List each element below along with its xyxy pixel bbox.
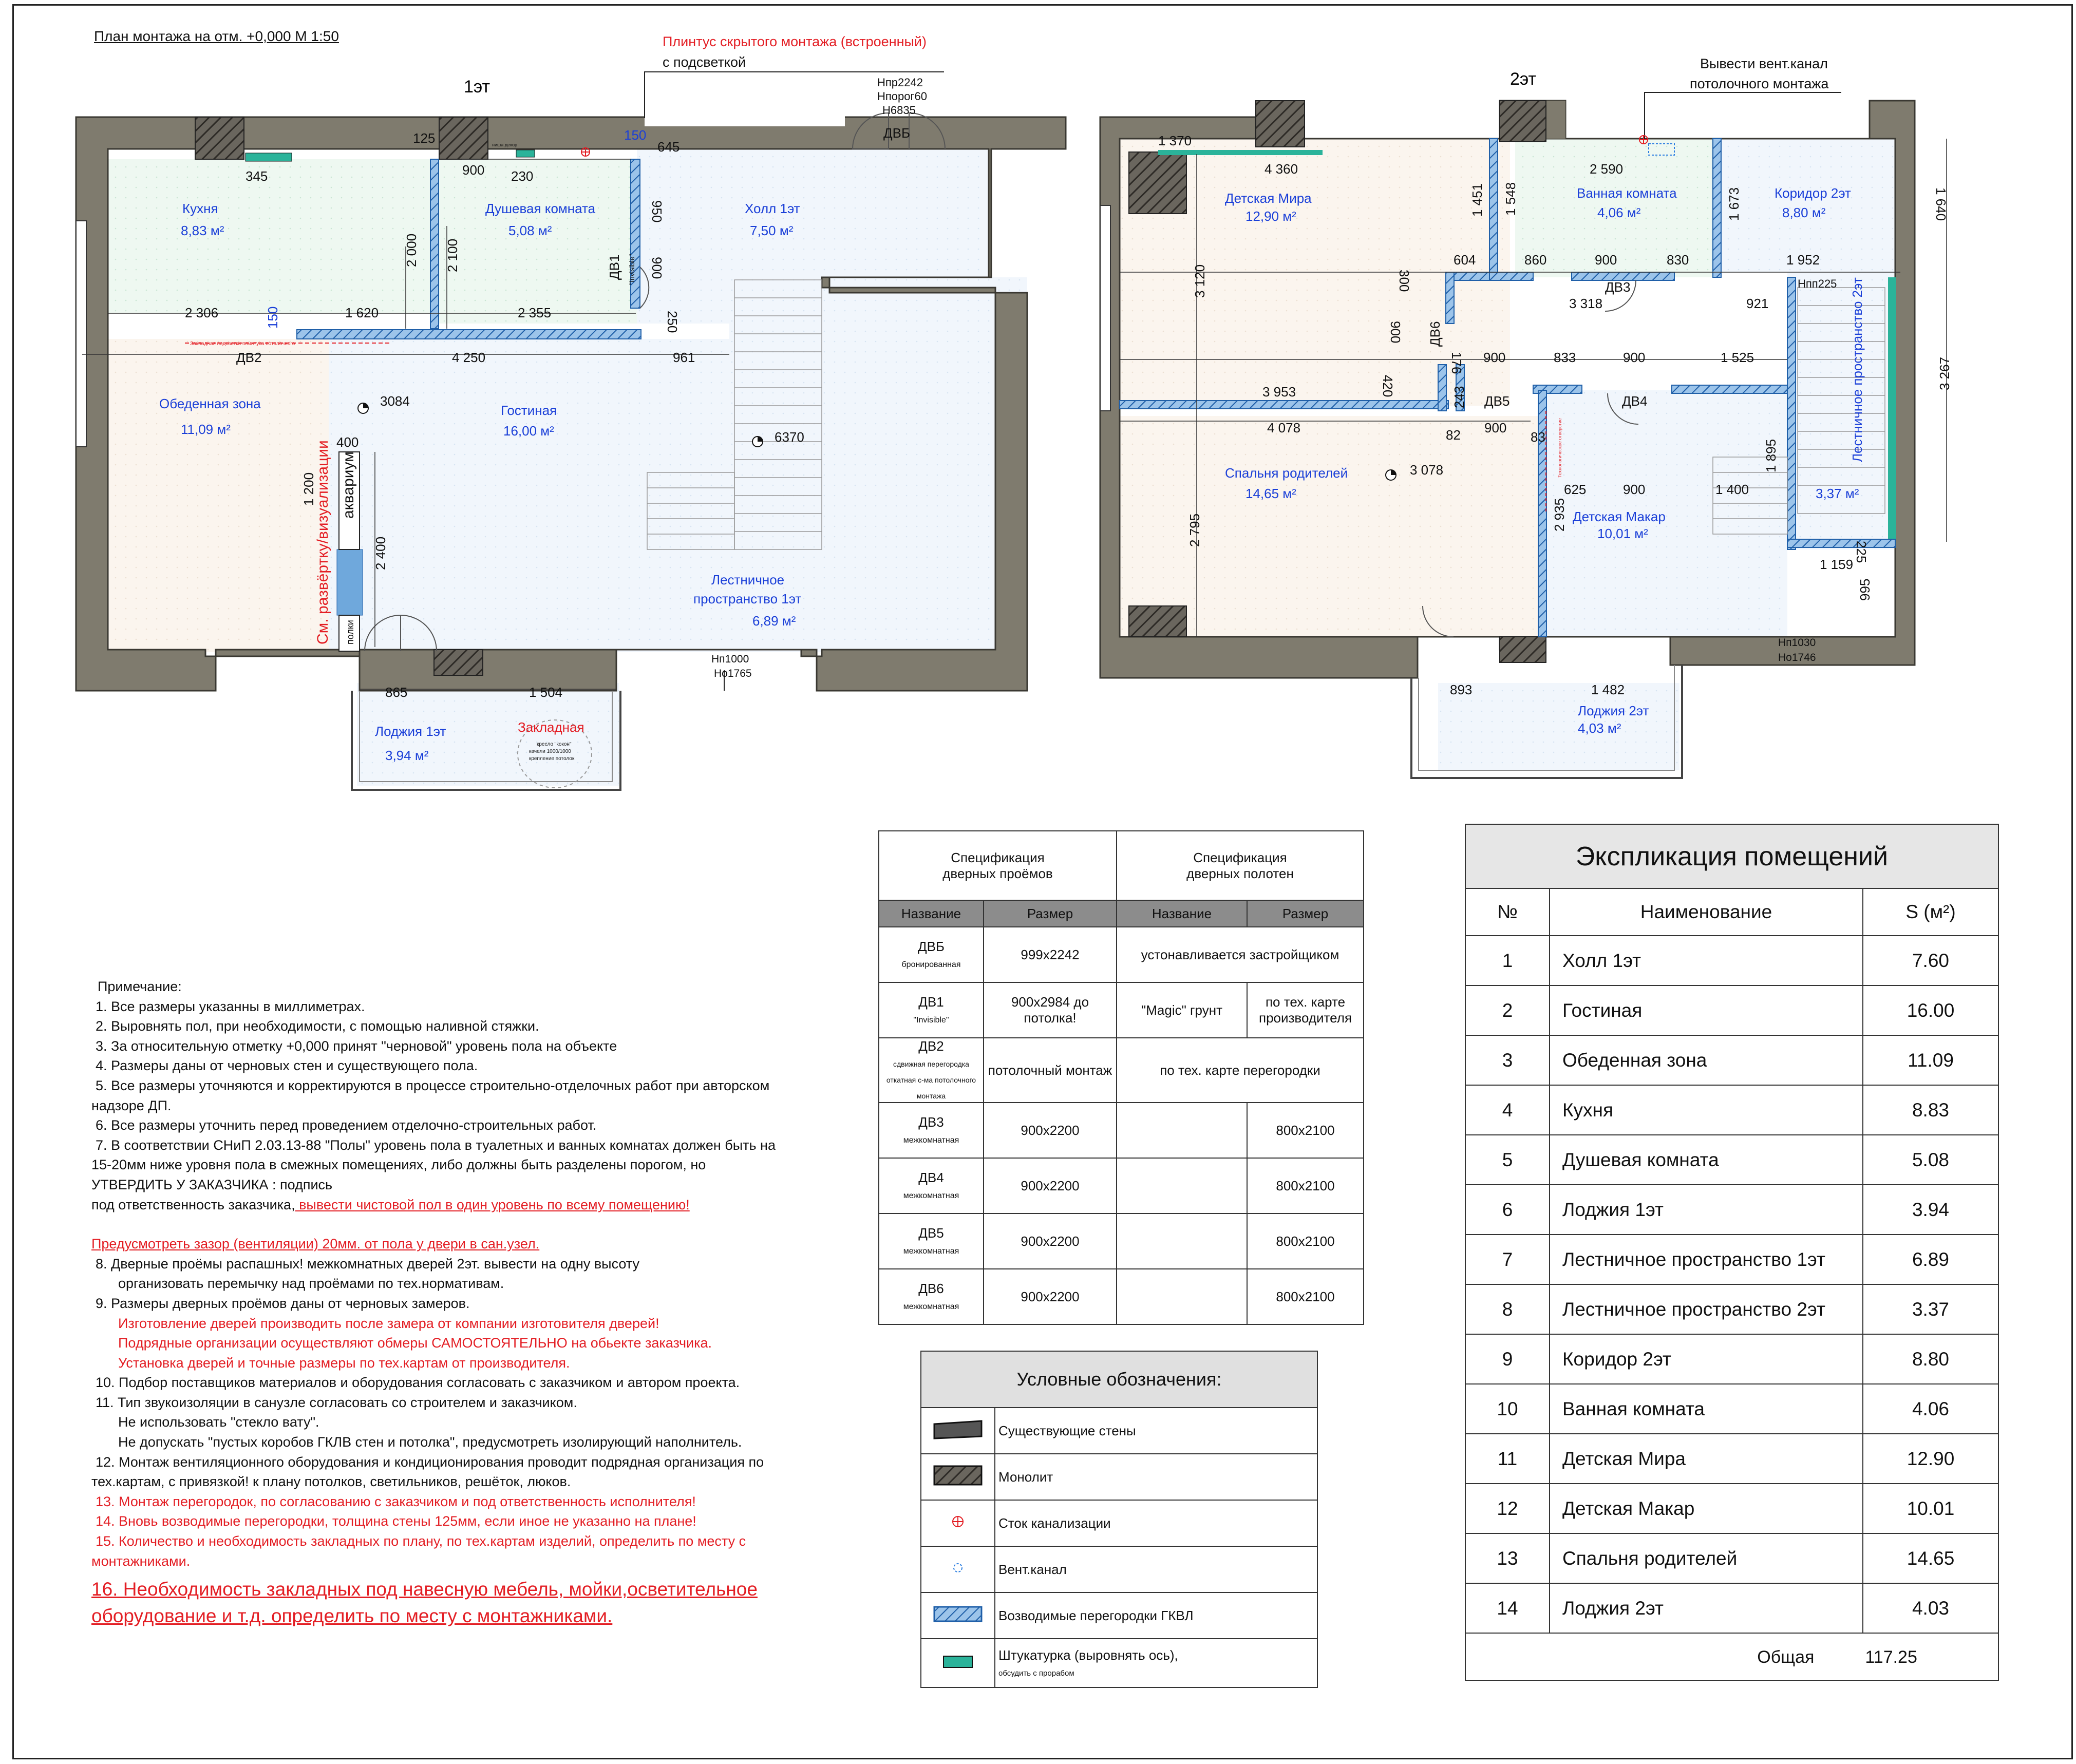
svg-text:14,65 м²: 14,65 м² [1245, 486, 1296, 501]
room-name: Детская Макар [1550, 1484, 1863, 1533]
entry-door-param: Hпр2242 [877, 76, 923, 89]
svg-text:Детская Макар: Детская Макар [1573, 509, 1666, 524]
svg-text:2 000: 2 000 [404, 233, 419, 267]
table-row [1465, 1384, 1998, 1434]
shower-zone [437, 159, 637, 324]
svg-text:Душевая комната: Душевая комната [485, 201, 596, 216]
row-number: 14 [1465, 1583, 1550, 1633]
loggia2-zone [1438, 683, 1679, 770]
table-row: ДВ4 межкомнатная 900x2200 800x2100 [879, 1158, 1364, 1213]
aquarium-label: аквариум [340, 451, 357, 519]
plaster-icon [932, 1650, 984, 1673]
svg-text:1 200: 1 200 [301, 472, 316, 506]
entry-door-name: ДВБ [883, 125, 911, 141]
table-row: ДВ3 межкомнатная 900x2200 800x2100 [879, 1103, 1364, 1158]
svg-text:2 100: 2 100 [445, 238, 460, 272]
room-area: 12.90 [1863, 1434, 1998, 1484]
room-area: 5.08 [1863, 1135, 1998, 1185]
room-area: 7.60 [1863, 936, 1998, 985]
row-number: 4 [1465, 1085, 1550, 1135]
svg-text:Лоджия 2эт: Лоджия 2эт [1578, 703, 1649, 718]
svg-text:3 953: 3 953 [1262, 384, 1296, 400]
note-line: 14. Вновь возводимые перегородки, толщина стены 125мм, если иное не указанно на плане! [96, 1513, 696, 1529]
table-row [1465, 1135, 1998, 1185]
partition-gkvl [631, 159, 640, 308]
floor2-window-left [1100, 205, 1110, 411]
svg-text:900: 900 [462, 162, 485, 178]
svg-text:1 400: 1 400 [1715, 482, 1749, 497]
room-area: 3.94 [1863, 1185, 1998, 1235]
room-area: 4.03 [1863, 1583, 1998, 1633]
svg-text:кресло "кокон": кресло "кокон" [537, 742, 572, 747]
table-row [1465, 1284, 1998, 1334]
row-number: 6 [1465, 1185, 1550, 1235]
svg-text:921: 921 [1746, 296, 1769, 311]
svg-text:865: 865 [385, 685, 408, 700]
sheet-title: План монтажа на отм. +0,000 М 1:50 [94, 28, 339, 44]
svg-text:82: 82 [1446, 427, 1461, 443]
svg-text:Hо1765: Hо1765 [714, 668, 752, 679]
row-number: 8 [1465, 1284, 1550, 1334]
note-line: УТВЕРДИТЬ У ЗАКАЗЧИКА : подпись [91, 1177, 333, 1192]
table-row: ДВ6 межкомнатная 900x2200 800x2100 [879, 1269, 1364, 1324]
svg-text:900: 900 [1484, 420, 1507, 435]
svg-text:2 795: 2 795 [1187, 513, 1202, 547]
svg-text:4 078: 4 078 [1267, 420, 1301, 435]
room-area: 4.06 [1863, 1384, 1998, 1434]
table-row [1465, 1235, 1998, 1284]
note-line: 9. Размеры дверных проёмов даны от черновых замеров. [96, 1295, 470, 1311]
svg-text:Закладная подсветки плинтуса п: Закладная подсветки плинтуса потолочного [190, 341, 295, 347]
row-number: 2 [1465, 985, 1550, 1035]
table-row [1465, 1583, 1998, 1633]
room-name: Коридор 2эт [1550, 1334, 1863, 1384]
svg-text:6370: 6370 [775, 429, 804, 445]
svg-text:Технологическое отверстие: Технологическое отверстие [1557, 418, 1562, 478]
room-area: 16.00 [1863, 985, 1998, 1035]
svg-text:950: 950 [649, 200, 665, 223]
row-number: 13 [1465, 1533, 1550, 1583]
note-line: Не допускать "пустых коробов ГКЛВ стен и потолка", предусмотреть изолирующий наполнитель. [118, 1434, 742, 1450]
svg-text:625: 625 [1564, 482, 1587, 497]
monolith-block [439, 117, 488, 159]
svg-text:1 895: 1 895 [1763, 439, 1779, 472]
svg-text:250: 250 [665, 311, 680, 333]
plaster-strip [516, 150, 535, 157]
row-number: 7 [1465, 1235, 1550, 1284]
partition-gkvl [297, 330, 641, 339]
elevation-mark-icon [752, 437, 763, 447]
svg-text:995: 995 [1857, 578, 1873, 601]
svg-text:4 360: 4 360 [1265, 161, 1298, 177]
room-name: Лестничное пространство 2эт [1550, 1284, 1863, 1334]
svg-text:420: 420 [1380, 375, 1395, 397]
svg-text:900: 900 [649, 257, 665, 279]
table-row [1465, 1085, 1998, 1135]
svg-text:ДВ6: ДВ6 [1427, 321, 1443, 347]
room-name: Холл 1эт [1550, 936, 1863, 985]
note-line: 8. Дверные проёмы распашных! межкомнатных дверей 2эт. вывести на одну высоту [96, 1256, 639, 1272]
room-name: Спальня родителей [1550, 1533, 1863, 1583]
svg-text:230: 230 [511, 168, 534, 184]
svg-text:1 620: 1 620 [345, 305, 379, 320]
svg-text:7,50 м²: 7,50 м² [750, 223, 794, 238]
svg-text:83: 83 [1531, 429, 1545, 445]
notes-block [91, 977, 841, 1629]
svg-text:Hпп225: Hпп225 [1798, 277, 1837, 290]
gkvl-partition-icon [932, 1603, 984, 1625]
svg-text:3,94 м²: 3,94 м² [385, 748, 429, 763]
svg-text:900: 900 [1483, 350, 1506, 365]
svg-text:150: 150 [265, 306, 280, 329]
row-number: 5 [1465, 1135, 1550, 1185]
floor2-plan [1100, 56, 1952, 778]
svg-text:2 400: 2 400 [373, 536, 388, 570]
sewage-drain-icon [950, 1514, 966, 1529]
row-number: 1 [1465, 936, 1550, 985]
note-line: Изготовление дверей производить после замера от компании изготовителя дверей! [118, 1315, 659, 1331]
note-line: 2. Выровнять пол, при необходимости, с помощью наливной стяжки. [96, 1018, 539, 1034]
note-line: 13. Монтаж перегородок, по согласованию с заказчиком и под ответственность исполнителя! [96, 1493, 696, 1509]
svg-text:1 504: 1 504 [529, 685, 563, 700]
svg-text:300: 300 [1396, 270, 1412, 292]
floor2-callout-line1: Вывести вент.канал [1700, 56, 1828, 71]
svg-text:11,09 м²: 11,09 м² [181, 422, 231, 437]
room-name: Лоджия 2эт [1550, 1583, 1863, 1633]
door-dv2-label: ДВ2 [236, 350, 262, 365]
note-line: под ответственность заказчика, вывести чистовой пол в один уровень по всему помещению! [91, 1197, 690, 1212]
door-spec-table: Спецификация дверных проёмов Спецификация дверных полотен Название Размер Название Размер ДВБ бронированная 999x2242 устонавливается застройщиком ДВ1 "Invisible" 900x2984 до потолка! "Magic" грунт по тех. карте производителя ДВ2 сдвижная перегородка откатная с-ма потолочного монтажа потолочный монтаж по тех. карте перегородки ДВ3 межкомнатная 900x2200 800x2100 ДВ4 межкомнатная 900x2200 800x2100 ДВ5 межкомнатная 900x2200 800x2100 ДВ6 межкомнатная 900x2200 800x2100 [878, 830, 1364, 1325]
svg-text:8,80 м²: 8,80 м² [1782, 205, 1826, 220]
svg-text:крепление потолок: крепление потолок [529, 756, 575, 762]
svg-text:860: 860 [1524, 252, 1547, 268]
svg-text:3 267: 3 267 [1937, 356, 1952, 390]
svg-text:Коридор 2эт: Коридор 2эт [1775, 185, 1851, 201]
svg-text:Ванная комната: Ванная комната [1577, 185, 1677, 201]
living-zone [329, 339, 729, 652]
row-number: 11 [1465, 1434, 1550, 1484]
svg-text:2 306: 2 306 [185, 305, 219, 320]
note-line: 15-20мм ниже уровня пола в смежных помещениях, либо должны быть разделены порогом, но [91, 1157, 706, 1173]
monolith-block [434, 650, 483, 675]
svg-text:176: 176 [1449, 352, 1464, 374]
parents-zone [1120, 416, 1541, 637]
svg-text:1 370: 1 370 [1158, 133, 1192, 148]
svg-text:900: 900 [1623, 482, 1646, 497]
svg-text:Детская Мира: Детская Мира [1225, 191, 1312, 206]
svg-text:400: 400 [336, 434, 359, 450]
svg-text:1 673: 1 673 [1726, 187, 1742, 221]
table-row: ДВ2 сдвижная перегородка откатная с-ма потолочного монтажа потолочный монтаж по тех. карте перегородки [879, 1038, 1364, 1103]
note-line: 7. В соответствии СНиП 2.03.13-88 "Полы" уровень пола в туалетных и ванных комнатах должен быть на [96, 1137, 776, 1153]
svg-text:2 935: 2 935 [1552, 498, 1567, 532]
note-line: 11. Тип звукоизоляции в санузле согласовать со строителем и заказчиком. [96, 1394, 577, 1410]
room-name: Ванная комната [1550, 1384, 1863, 1434]
table-row [1465, 1334, 1998, 1384]
svg-text:пространство 1эт: пространство 1эт [693, 591, 802, 606]
svg-text:1 159: 1 159 [1820, 557, 1854, 572]
plaster-strip [1158, 150, 1323, 155]
notes-title: Примечание: [98, 979, 182, 994]
svg-text:Спальня родителей: Спальня родителей [1225, 465, 1348, 481]
shelves-label: полки [345, 620, 355, 644]
elevation-mark-icon [1386, 470, 1396, 480]
note-line: 3. За относительную отметку +0,000 принят "черновой" уровень пола на объекте [96, 1038, 617, 1054]
legend-table: Условные обозначения: Существующие стены Монолит Сток канализации Вент.канал Возводимые перегородки ГКВЛ Штукатурка (выровнять ось), обсудить с прорабом [920, 1351, 1318, 1688]
floor-plans-drawing [0, 0, 2076, 822]
svg-text:16,00 м²: 16,00 м² [503, 423, 554, 439]
elevation-mark-icon [358, 403, 368, 413]
table-row [1465, 1434, 1998, 1484]
partition-gkvl [430, 159, 439, 329]
svg-text:4,06 м²: 4,06 м² [1597, 205, 1641, 220]
table-row: ДВ1 "Invisible" 900x2984 до потолка! "Magic" грунт по тех. карте производителя [879, 982, 1364, 1038]
door-dv4-label: ДВ4 [1622, 393, 1648, 409]
table-row [1465, 1185, 1998, 1235]
svg-text:150: 150 [624, 127, 647, 143]
room-name: Лоджия 1эт [1550, 1185, 1863, 1235]
note-line: надзоре ДП. [91, 1097, 172, 1113]
svg-text:Обеденная зона: Обеденная зона [159, 396, 261, 411]
explication-title: Экспликация помещений [1465, 824, 1998, 888]
plaster-strip [1888, 277, 1896, 544]
room-name: Душевая комната [1550, 1135, 1863, 1185]
table-row [1465, 936, 1998, 985]
note-line: 15. Количество и необходимость закладных по плану, по тех.картам изделий, определить по месту с [96, 1533, 746, 1549]
svg-text:ниша декор: ниша декор [492, 142, 518, 147]
svg-text:1 482: 1 482 [1591, 682, 1625, 697]
room-area: 6.89 [1863, 1235, 1998, 1284]
notes-emphasis-2: оборудование и т.д. определить по месту с монтажниками. [91, 1605, 613, 1627]
svg-text:1 451: 1 451 [1469, 183, 1485, 217]
svg-text:961: 961 [673, 350, 695, 365]
floor1-entry-gap [645, 108, 845, 126]
svg-text:3 120: 3 120 [1192, 264, 1207, 298]
table-row [1465, 1484, 1998, 1533]
svg-text:8,83 м²: 8,83 м² [181, 223, 224, 238]
svg-text:2 355: 2 355 [518, 305, 552, 320]
svg-text:Hп1030: Hп1030 [1778, 637, 1816, 649]
existing-wall-icon [932, 1418, 984, 1440]
svg-text:1 640: 1 640 [1933, 187, 1949, 221]
svg-text:345: 345 [246, 168, 268, 184]
table-row: ДВ5 межкомнатная 900x2200 800x2100 [879, 1213, 1364, 1269]
note-line: монтажниками. [91, 1553, 191, 1569]
explication-table: Экспликация помещений № Наименование S (м²) 1 Холл 1эт 7.60 2 Гостиная 16.00 3 Обеденная зона 11.09 4 Кухня 8.83 5 Душевая комната 5.08 6 Лоджия 1эт 3.94 7 Лестничное пространство 1эт 6.89 8 Лестничное пространство 2эт 3.37 9 Коридор 2эт 8.80 10 Ванная комната 4.06 11 Детская Мира 12.90 12 Детская Макар 10.01 13 Спальня родителей 14.65 14 Лоджия 2эт 4.03 Общая 117.25 [1465, 824, 1999, 1681]
note-line: Установка дверей и точные размеры по тех.картам от производителя. [118, 1355, 570, 1371]
svg-text:H6835: H6835 [882, 104, 916, 117]
floor1-plan [76, 34, 1066, 790]
svg-text:Лестничное пространство 2эт: Лестничное пространство 2эт [1849, 277, 1865, 462]
note-line: Не использовать "стекло вату". [118, 1414, 319, 1430]
see-visualization-note: См. развёртку/визуализации [314, 440, 331, 644]
room-name: Гостиная [1550, 985, 1863, 1035]
room-area: 8.83 [1863, 1085, 1998, 1135]
monolith-block [1500, 637, 1546, 662]
room-area: 10.01 [1863, 1484, 1998, 1533]
monolith-block [195, 117, 244, 159]
svg-text:качели 1000/1000: качели 1000/1000 [529, 749, 571, 754]
note-line: 6. Все размеры уточнить перед проведением отделочно-строительных работ. [96, 1117, 597, 1133]
svg-text:Hо1746: Hо1746 [1778, 652, 1816, 663]
monolith-block [1256, 101, 1305, 147]
monolith-block [1500, 101, 1546, 142]
svg-text:Лестничное: Лестничное [711, 572, 785, 587]
room-area: 11.09 [1863, 1035, 1998, 1085]
shaft-block [1129, 152, 1186, 214]
svg-text:900: 900 [1595, 252, 1617, 268]
svg-text:125: 125 [413, 130, 436, 146]
floor1-label: 1эт [464, 77, 490, 97]
svg-text:Лоджия 1эт: Лоджия 1эт [375, 724, 446, 739]
door-dv3-label: ДВ3 [1605, 279, 1631, 295]
plaster-strip [246, 153, 292, 161]
door-dv5-label: ДВ5 [1484, 393, 1510, 409]
svg-text:Гостиная: Гостиная [501, 403, 557, 418]
table-row [1465, 1533, 1998, 1583]
svg-text:893: 893 [1450, 682, 1473, 697]
svg-text:4 250: 4 250 [452, 350, 486, 365]
floor2-label: 2эт [1510, 69, 1537, 89]
room-area: 8.80 [1863, 1334, 1998, 1384]
floor1-callout-line2: с подсветкой [663, 54, 746, 70]
room-name: Детская Мира [1550, 1434, 1863, 1484]
notes-emphasis-1: 16. Необходимость закладных под навесную мебель, мойки,осветительное [91, 1579, 758, 1600]
dining-zone [82, 339, 329, 652]
note-line: Предусмотреть зазор (вентиляции) 20мм. от пола у двери в сан.узел. [91, 1236, 540, 1252]
embedded-mount-label: Закладная [518, 719, 584, 735]
monolith-icon [932, 1464, 984, 1487]
row-number: 12 [1465, 1484, 1550, 1533]
svg-text:"Invisible": "Invisible" [628, 254, 636, 285]
svg-text:1 952: 1 952 [1786, 252, 1820, 268]
note-line: 10. Подбор поставщиков материалов и оборудования согласовать с заказчиком и автором проекта. [96, 1375, 740, 1391]
note-line: тех.картам, с привязкой! к плану потолков, светильников, решёток, люков. [91, 1474, 571, 1490]
row-number: 10 [1465, 1384, 1550, 1434]
room-area: 3.37 [1863, 1284, 1998, 1334]
row-number: 9 [1465, 1334, 1550, 1384]
note-line: 1. Все размеры указанны в миллиметрах. [96, 998, 365, 1014]
floor1-callout-line1: Плинтус скрытого монтажа (встроенный) [663, 34, 927, 49]
svg-text:645: 645 [657, 139, 680, 155]
svg-text:10,01 м²: 10,01 м² [1597, 526, 1648, 541]
svg-text:3084: 3084 [380, 393, 410, 409]
svg-text:Кухня: Кухня [182, 201, 218, 216]
note-line: Подрядные организации осуществляют обмеры САМОСТОЯТЕЛЬНО на обьекте заказчика. [118, 1335, 712, 1351]
svg-text:830: 830 [1667, 252, 1689, 268]
row-number: 3 [1465, 1035, 1550, 1085]
svg-text:4,03 м²: 4,03 м² [1578, 720, 1621, 736]
svg-text:833: 833 [1554, 350, 1576, 365]
kitchen-zone [108, 159, 437, 313]
room-area: 14.65 [1863, 1533, 1998, 1583]
ceiling-height-label: Hп1000 [711, 653, 749, 665]
svg-text:6,89 м²: 6,89 м² [752, 613, 796, 629]
table-row: ДВБ бронированная 999x2242 устонавливается застройщиком [879, 927, 1364, 982]
aquarium-glass [337, 549, 363, 615]
shaft-block [1129, 606, 1186, 637]
svg-text:12,90 м²: 12,90 м² [1245, 208, 1296, 224]
svg-text:604: 604 [1454, 252, 1476, 268]
floor1-window-left [76, 221, 86, 447]
note-line: 12. Монтаж вентиляционного оборудования и кондиционирования проводит подрядная организация по [96, 1454, 764, 1470]
svg-text:2 590: 2 590 [1590, 161, 1624, 177]
svg-text:3 318: 3 318 [1569, 296, 1603, 311]
note-line: 4. Размеры даны от черновых стен и существующего пола. [96, 1058, 478, 1074]
door-dv1-label: ДВ1 [607, 254, 622, 280]
room-name: Лестничное пространство 1эт [1550, 1235, 1863, 1284]
svg-text:3 078: 3 078 [1410, 462, 1444, 478]
svg-text:Холл 1эт: Холл 1эт [745, 201, 800, 216]
svg-text:243: 243 [1451, 386, 1467, 408]
svg-text:900: 900 [1623, 350, 1646, 365]
svg-text:3,37 м²: 3,37 м² [1816, 486, 1859, 501]
table-row [1465, 985, 1998, 1035]
note-line [91, 1215, 841, 1234]
svg-text:1 525: 1 525 [1721, 350, 1754, 365]
room-name: Обеденная зона [1550, 1035, 1863, 1085]
svg-text:900: 900 [1388, 321, 1403, 344]
room-name: Кухня [1550, 1085, 1863, 1135]
svg-text:1 548: 1 548 [1503, 182, 1518, 216]
svg-text:225: 225 [1854, 541, 1869, 563]
svg-text:Hпорог60: Hпорог60 [877, 90, 928, 103]
floor2-callout-line2: потолочного монтажа [1690, 76, 1829, 91]
table-row [1465, 1035, 1998, 1085]
svg-text:5,08 м²: 5,08 м² [508, 223, 552, 238]
note-line: организовать перемычку над проёмами по тех.нормативам. [118, 1276, 504, 1292]
note-line: 5. Все размеры уточняются и корректируются в процессе строительно-отделочных работ при авторском [96, 1077, 770, 1093]
vent-duct-icon [950, 1560, 966, 1576]
